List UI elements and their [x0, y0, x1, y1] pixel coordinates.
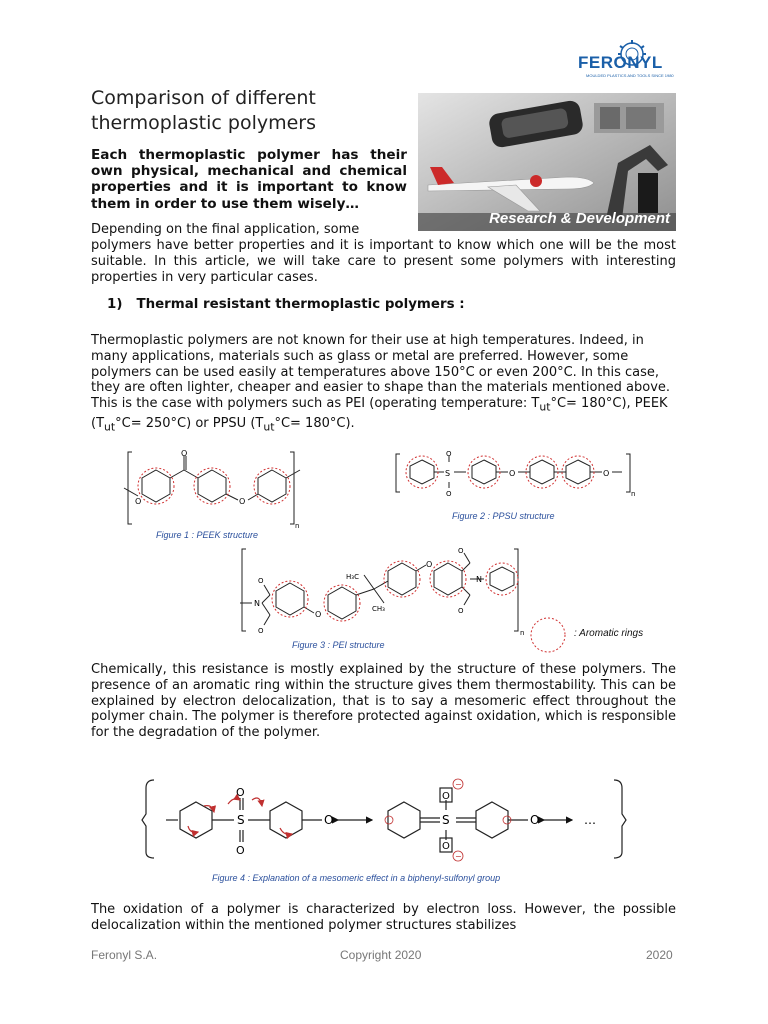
pei-methyl-bottom: CH₃	[372, 605, 385, 613]
fig4-atom-o2: O	[530, 813, 540, 827]
aromatic-ring-marker	[324, 585, 360, 621]
peek-subscript-n: n	[295, 522, 300, 530]
peek-atom-o1: O	[135, 497, 142, 506]
peek-structure-figure	[118, 448, 308, 530]
chemistry-paragraph: Chemically, this resistance is mostly explained by the structure of these polymers. The presence of an aromatic ring within the structure gives them thermostability. This can be explained by electron delocalization, that is to say a mesomeric effect throughout the polymer chain. The polymer is therefore protected against oxidation, which is responsible for the degradation of the polymer.	[91, 662, 676, 741]
fig4-charge-minus-top: −	[455, 780, 462, 789]
ppsu-atom-o-top: O	[446, 450, 452, 458]
pei-atom-o2: O	[426, 560, 433, 569]
aromatic-ring-marker	[272, 581, 308, 617]
footer-year: 2020	[646, 948, 673, 962]
footer-company: Feronyl S.A.	[91, 948, 158, 962]
figure-4-caption: Figure 4 : Explanation of a mesomeric effect in a biphenyl-sulfonyl group	[212, 873, 501, 883]
fig4-atom-s1: S	[237, 813, 245, 827]
fig4-charge-minus-bottom: −	[455, 852, 462, 861]
ppsu-structure-figure	[392, 450, 642, 500]
lead-paragraph: Each thermoplastic polymer has their own physical, mechanical and chemical properties and it is important to know them in order to use them wisely…	[91, 147, 407, 212]
aromatic-ring-marker	[138, 468, 174, 504]
aromatic-ring-marker	[406, 456, 438, 488]
fig4-atom-o-bottom: O	[236, 844, 245, 857]
section-title: Thermal resistant thermoplastic polymers :	[136, 297, 465, 312]
peek-atom-o2: O	[181, 449, 188, 458]
ppsu-atom-o2: O	[603, 469, 610, 478]
thermal-text-b: °C= 180°C), PEEK (T	[91, 396, 668, 431]
oxidation-paragraph: The oxidation of a polymer is characterized by electron loss. However, the possible delocalization within the mentioned polymer structures stabilizes	[91, 902, 676, 933]
figure-1-caption: Figure 1 : PEEK structure	[156, 530, 259, 540]
thermal-text-a: Thermoplastic polymers are not known for their use at high temperatures. Indeed, in many applications, materials such as glass or metal are preferred. However, some polymers can be used easily at temperatures above 150°C or even 200°C. In this case, they are often lighter, cheaper and easier to shape than the materials mentioned above. This is the case with polymers such as PEI (operating temperature: T	[91, 333, 671, 412]
figure-2-caption: Figure 2 : PPSU structure	[452, 511, 555, 521]
aromatic-ring-marker	[526, 456, 558, 488]
pei-subscript-n: n	[520, 629, 525, 637]
logo-wordmark: FERONYL	[578, 53, 663, 72]
pei-atom-n1: N	[254, 599, 260, 608]
fig4-atom-s2: S	[442, 813, 450, 827]
aromatic-ring-marker	[486, 563, 518, 595]
aromatic-ring-legend-icon	[528, 615, 568, 655]
thermal-text-d: °C= 180°C).	[274, 415, 355, 431]
fig4-atom-o-bottom2: O	[442, 841, 450, 852]
mesomeric-effect-diagram	[140, 776, 630, 868]
feronyl-logo	[572, 38, 690, 78]
fig4-atom-o-top: O	[236, 786, 245, 799]
aromatic-ring-marker	[430, 561, 466, 597]
mesomeric-effect-figure	[140, 776, 630, 868]
hero-caption: Research & Development	[489, 210, 670, 227]
ppsu-atom-o-bottom: O	[446, 490, 452, 498]
section-heading	[107, 297, 465, 312]
ppsu-atom-o1: O	[509, 469, 516, 478]
ppsu-structure-diagram	[392, 450, 642, 500]
aromatic-ring-marker	[468, 456, 500, 488]
page-title: Comparison of different thermoplastic polymers	[91, 87, 317, 134]
fig4-atom-o-top2: O	[442, 791, 450, 802]
peek-atom-o3: O	[239, 497, 246, 506]
pei-atom-o1: O	[315, 610, 322, 619]
thermal-text-c: °C= 250°C) or PPSU (T	[115, 415, 264, 431]
subscript-ut: ut	[263, 420, 275, 434]
subscript-ut: ut	[539, 400, 551, 414]
pei-structure-diagram	[234, 545, 534, 637]
legend-label: : Aromatic rings	[574, 628, 644, 639]
fig4-ellipsis: …	[584, 813, 596, 827]
thermal-paragraph	[91, 333, 676, 435]
pei-atom-o4: O	[458, 607, 464, 615]
pei-atom-o-top: O	[258, 577, 264, 585]
pei-atom-o3: O	[458, 547, 464, 555]
ppsu-subscript-n: n	[631, 490, 636, 498]
fig4-atom-o1: O	[324, 813, 334, 827]
peek-structure-diagram	[118, 448, 308, 530]
logo-tagline: MOULDED PLASTICS AND TOOLS SINCE 1980	[586, 73, 674, 78]
aromatic-ring-marker	[384, 561, 420, 597]
hero-image	[418, 93, 676, 231]
intro-paragraph-line1: Depending on the final application, some	[91, 222, 360, 237]
intro-paragraph: polymers have better properties and it is important to know which one will be the most suitable. In this article, we will take care to present some polymers with interesting properties in very particular cases.	[91, 238, 676, 285]
section-number: 1)	[107, 297, 123, 312]
pei-methyl-top: H₃C	[346, 573, 359, 581]
aromatic-ring-marker	[562, 456, 594, 488]
aromatic-ring-marker	[254, 468, 290, 504]
subscript-ut: ut	[104, 420, 116, 434]
figure-3-caption: Figure 3 : PEI structure	[292, 640, 385, 650]
pei-structure-figure	[234, 545, 534, 637]
footer-copyright: Copyright 2020	[340, 948, 422, 962]
ppsu-atom-s: S	[445, 469, 451, 478]
pei-atom-n2: N	[476, 575, 482, 584]
pei-atom-o-bottom: O	[258, 627, 264, 635]
aromatic-ring-marker	[194, 468, 230, 504]
